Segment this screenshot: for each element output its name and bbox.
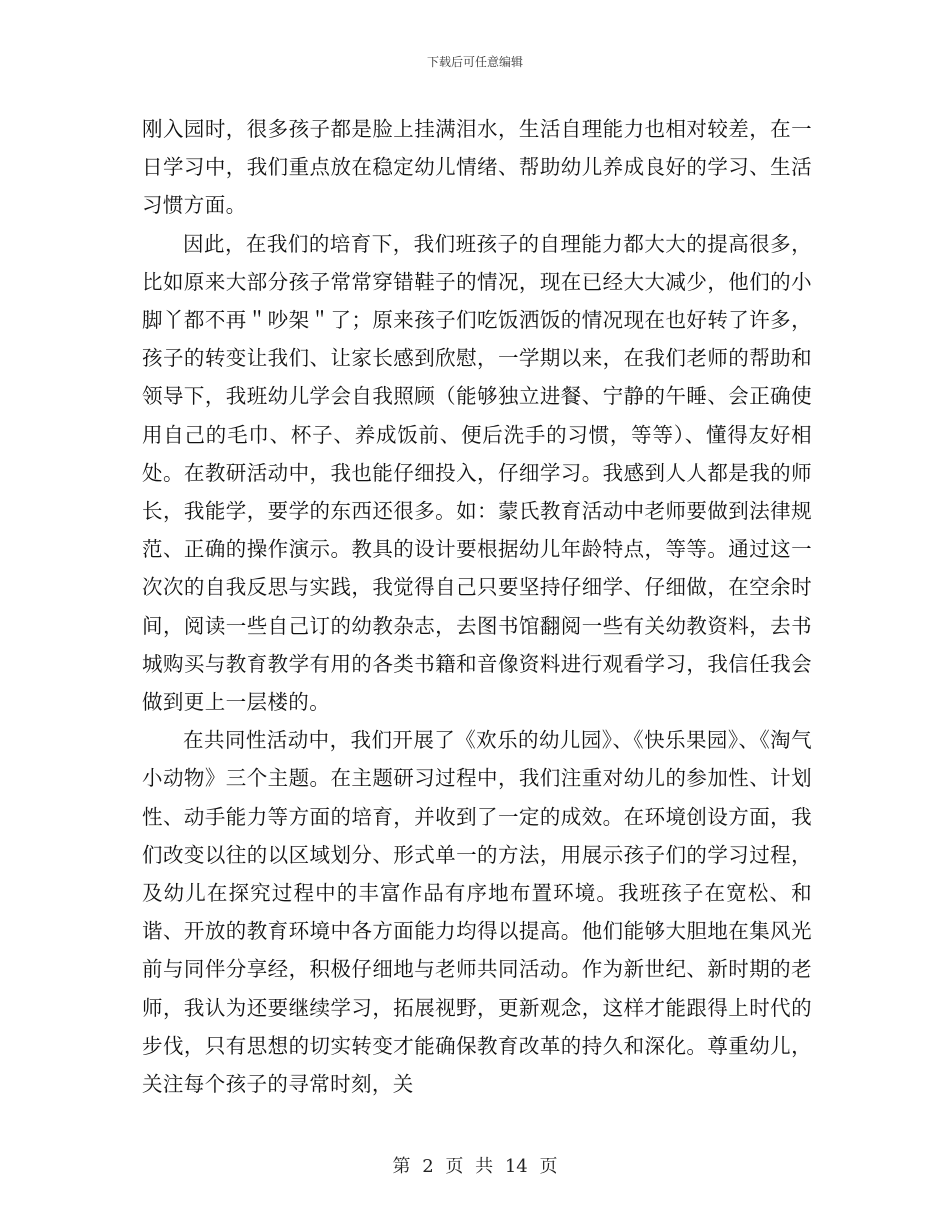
paragraph-1: 刚入园时，很多孩子都是脸上挂满泪水，生活自理能力也相对较差，在一日学习中，我们重点放在稳定幼儿情绪、帮助幼儿养成良好的学习、生活习惯方面。 [142,117,812,218]
document-body [142,110,812,1103]
page-header: 下载后可任意编辑 [426,55,523,69]
paragraph-2: 因此，在我们的培育下，我们班孩子的自理能力都大大的提高很多，比如原来大部分孩子常常穿错鞋子的情况，现在已经大大减少，他们的小脚丫都不再＂吵架＂了；原来孩子们吃饭洒饭的情况现在也好转了许多，孩子的转变让我们、让家长感到欣慰，一学期以来，在我们老师的帮助和领导下，我班幼儿学会自我照顾（能够独立进餐、宁静的午睡、会正确使用自己的毛巾、杯子、养成饭前、便后洗手的习惯，等等）、懂得友好相处。在教研活动中，我也能仔细投入，仔细学习。我感到人人都是我的师长，我能学，要学的东西还很多。如：蒙氏教育活动中老师要做到法律规范、正确的操作演示。教具的设计要根据幼儿年龄特点，等等。通过这一次次的自我反思与实践，我觉得自己只要坚持仔细学、仔细做，在空余时间，阅读一些自己订的幼教杂志，去图书馆翻阅一些有关幼教资料，去书城购买与教育教学有用的各类书籍和音像资料进行观看学习，我信任我会做到更上一层楼的。 [142,231,812,715]
paragraph-3: 在共同性活动中，我们开展了《欢乐的幼儿园》、《快乐果园》、《淘气小动物》三个主题。在主题研习过程中，我们注重对幼儿的参加性、计划性、动手能力等方面的培育，并收到了一定的成效。在环境创设方面，我们改变以往的以区域划分、形式单一的方法，用展示孩子们的学习过程，及幼儿在探究过程中的丰富作品有序地布置环境。我班孩子在宽松、和谐、开放的教育环境中各方面能力均得以提高。他们能够大胆地在集风光前与同伴分享经，积极仔细地与老师共同活动。作为新世纪、新时期的老师，我认为还要继续学习，拓展视野，更新观念，这样才能跟得上时代的步伐，只有思想的切实转变才能确保教育改革的持久和深化。尊重幼儿，关注每个孩子的寻常时刻，关 [142,728,812,1097]
page-number-footer: 第 2 页 共 14 页 [392,1156,558,1177]
